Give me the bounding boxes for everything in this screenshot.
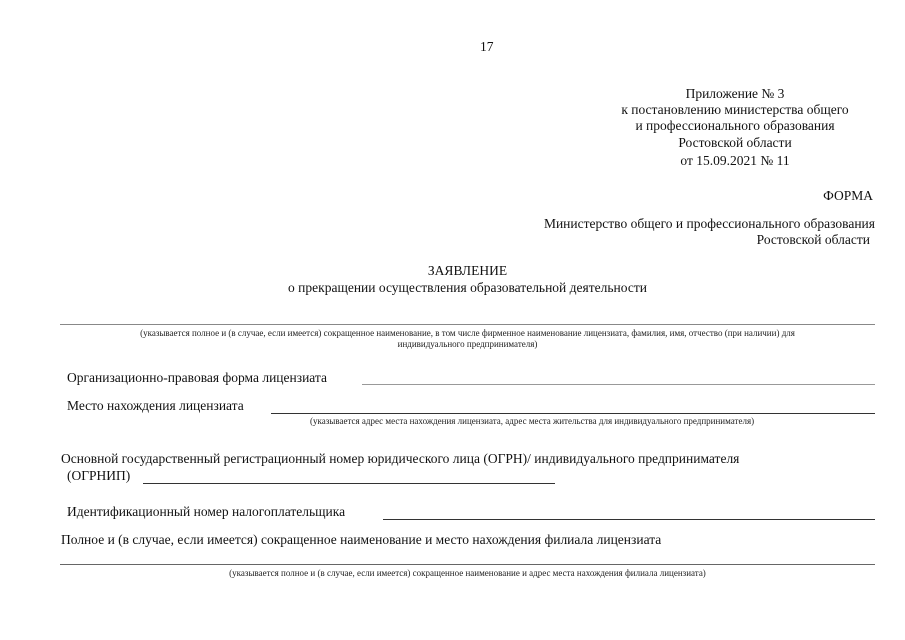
ogrn-input[interactable] [143, 468, 555, 484]
appendix-line-5: от 15.09.2021 № 11 [680, 153, 790, 168]
location-input[interactable] [271, 398, 875, 414]
branch-label: Полное и (в случае, если имеется) сокращенное наименование и место нахождения филиала лицензиата [61, 532, 662, 547]
branch-input[interactable] [60, 549, 875, 565]
inn-input[interactable] [383, 504, 875, 520]
appendix-line-2: к постановлению министерства общего [621, 102, 849, 117]
licensee-name-hint-line-1: (указывается полное и (в случае, если имеется) сокращенное наименование, в том числе фирменное наименование лицензиата, фамилия, имя, отчество (при наличии) для [140, 328, 795, 338]
appendix-line-3: и профессионального образования [635, 118, 835, 133]
appendix-line-4: Ростовской области [678, 135, 792, 150]
ogrn-label-line-1: Основной государственный регистрационный номер юридического лица (ОГРН)/ индивидуального предпринимателя [61, 451, 740, 466]
licensee-name-hint-line-2: индивидуального предпринимателя) [397, 339, 538, 349]
licensee-name-input[interactable] [60, 309, 875, 325]
location-hint: (указывается адрес места нахождения лицензиата, адрес места жительства для индивидуального предпринимателя) [310, 416, 755, 426]
legal-form-input[interactable] [362, 369, 875, 385]
ogrn-label-line-2: (ОГРНИП) [67, 468, 131, 483]
form-label: ФОРМА [823, 188, 873, 203]
branch-hint: (указывается полное и (в случае, если имеется) сокращенное наименование и адрес места нахождения филиала лицензиата) [229, 568, 706, 578]
legal-form-label: Организационно-правовая форма лицензиата [67, 370, 327, 385]
document-title: ЗАЯВЛЕНИЕ [427, 263, 508, 278]
appendix-line-1: Приложение № 3 [685, 86, 785, 101]
inn-label: Идентификационный номер налогоплательщика [67, 504, 346, 519]
page-number: 17 [480, 39, 494, 54]
addressee-line-1: Министерство общего и профессионального образования [543, 216, 875, 231]
addressee-line-2: Ростовской области [756, 232, 870, 247]
document-subtitle: о прекращении осуществления образовательной деятельности [288, 280, 647, 295]
location-label: Место нахождения лицензиата [67, 398, 244, 413]
